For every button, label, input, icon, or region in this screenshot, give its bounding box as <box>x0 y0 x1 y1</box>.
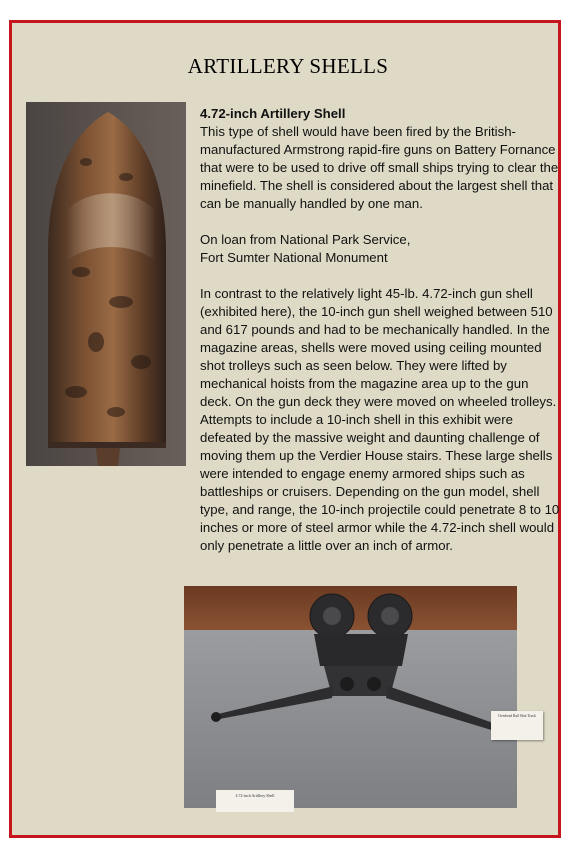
loan-line-2: Fort Sumter National Monument <box>200 250 388 265</box>
description-text <box>200 105 562 573</box>
artillery-shell-image <box>26 102 186 466</box>
loan-line-1: On loan from National Park Service, <box>200 232 411 247</box>
intro-text: This type of shell would have been fired by the British-manufactured Armstrong rapid-fire guns on Battery Fornance that were to be used to drive off small ships trying to clear the minefield. The shell is considered about the largest shell that can be manually handled by one man. <box>200 124 559 211</box>
contrast-text: In contrast to the relatively light 45-lb. 4.72-inch gun shell (exhibited here), the 10-inch gun shell weighed between 510 and 617 pounds and had to be mechanically handled. In the magazine areas, shells were moved using ceiling mounted shot trolleys such as seen below. They were lifted by mechanical hoists from the magazine area up to the gun deck. On the gun deck they were moved on wheeled trolleys. Attempts to include a 10-inch shell in this exhibit were defeated by the massive weight and daunting challenge of moving them up the Verdier House stairs. These large shells were intended to engage enemy armored ships such as battleships or cruisers. Depending on the gun model, shell type, and range, the 10-inch projectile could penetrate 8 to 10 inches or more of steel armor while the 4.72-inch shell would only penetrate a little over an inch of armor. <box>200 286 560 553</box>
shell-label-card: 4.72-inch Artillery Shell <box>216 790 294 812</box>
shot-trolley-image <box>184 586 517 808</box>
intro-heading: 4.72-inch Artillery Shell <box>200 106 346 121</box>
trolley-label-card: Overhead Rail Shot Truck <box>491 711 543 740</box>
shot-trolley-photo <box>184 586 536 808</box>
page-title: ARTILLERY SHELLS <box>187 54 389 78</box>
exhibit-panel <box>9 20 561 838</box>
artillery-shell-photo <box>26 102 186 466</box>
